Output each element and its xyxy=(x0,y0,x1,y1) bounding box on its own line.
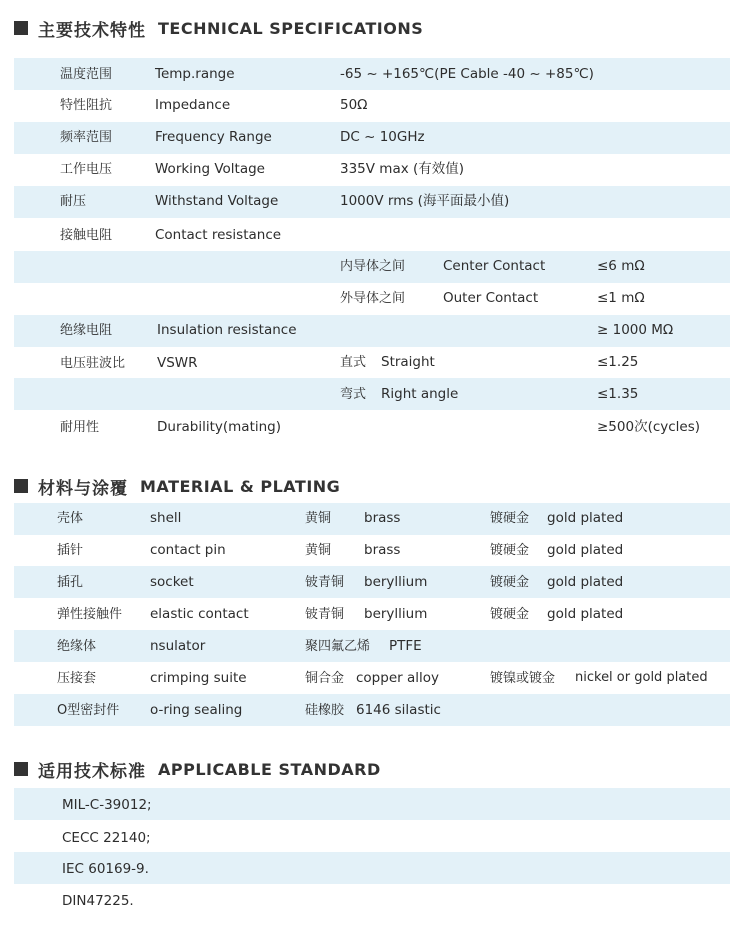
square-bullet-icon xyxy=(14,21,28,35)
material-en: brass xyxy=(364,510,401,526)
spec-sub-label-cn: 直式 xyxy=(340,355,367,370)
standard-item: DIN47225. xyxy=(62,893,134,909)
section-title-cn: 材料与涂覆 xyxy=(38,478,128,499)
spec-label-en: Temp.range xyxy=(155,66,235,82)
section-title-cn: 主要技术特性 xyxy=(38,20,146,41)
spec-label-en: Contact resistance xyxy=(155,227,282,243)
material-cn: 黄铜 xyxy=(305,511,332,526)
plating-cn: 镀硬金 xyxy=(490,543,530,558)
material-en: brass xyxy=(364,542,401,558)
plating-cn: 镀硬金 xyxy=(490,575,530,590)
row-band xyxy=(14,630,730,662)
spec-label-en: Insulation resistance xyxy=(157,322,297,338)
spec-label-cn: 绝缘电阻 xyxy=(60,323,113,338)
spec-value: ≥ 1000 MΩ xyxy=(597,322,674,338)
standard-item: MIL-C-39012; xyxy=(62,797,152,813)
spec-sub-label-en: Outer Contact xyxy=(443,290,539,306)
spec-value: DC ~ 10GHz xyxy=(340,129,425,145)
part-name-en: elastic contact xyxy=(150,606,249,622)
plating-en: nickel or gold plated xyxy=(575,670,708,685)
material-en: beryllium xyxy=(364,606,428,622)
square-bullet-icon xyxy=(14,479,28,493)
spec-label-en: Frequency Range xyxy=(155,129,272,145)
spec-sub-label-en: Right angle xyxy=(381,386,459,402)
spec-sub-label-en: Straight xyxy=(381,354,435,370)
part-name-en: shell xyxy=(150,510,182,526)
plating-en: gold plated xyxy=(547,606,624,622)
material-cn: 铍青铜 xyxy=(305,575,345,590)
section-title-cn: 适用技术标准 xyxy=(38,761,146,782)
part-name-en: contact pin xyxy=(150,542,226,558)
spec-label-cn: 频率范围 xyxy=(60,130,113,145)
spec-label-cn: 温度范围 xyxy=(60,67,113,82)
part-name-en: socket xyxy=(150,574,194,590)
spec-label-en: Durability(mating) xyxy=(157,419,282,435)
part-name-cn: 插针 xyxy=(57,543,84,558)
standard-item: IEC 60169-9. xyxy=(62,861,149,877)
material-en: 6146 silastic xyxy=(356,702,441,718)
part-name-cn: O型密封件 xyxy=(57,703,120,718)
part-name-cn: 压接套 xyxy=(57,671,97,686)
material-cn: 聚四氟乙烯 xyxy=(305,639,371,654)
spec-label-en: Withstand Voltage xyxy=(155,193,279,209)
material-en: beryllium xyxy=(364,574,428,590)
section-title-en: APPLICABLE STANDARD xyxy=(158,759,381,779)
part-name-cn: 绝缘体 xyxy=(57,639,97,654)
spec-value: -65 ~ +165℃(PE Cable -40 ~ +85℃) xyxy=(340,66,594,82)
spec-sub-label-cn: 弯式 xyxy=(340,387,367,402)
part-name-en: crimping suite xyxy=(150,670,247,686)
plating-cn: 镀硬金 xyxy=(490,607,530,622)
section-title-en: TECHNICAL SPECIFICATIONS xyxy=(158,18,424,38)
plating-cn: 镀镍或镀金 xyxy=(490,671,556,686)
spec-value: 1000V rms (海平面最小值) xyxy=(340,193,510,209)
spec-label-en: Working Voltage xyxy=(155,161,265,177)
plating-cn: 镀硬金 xyxy=(490,511,530,526)
spec-sub-label-cn: 内导体之间 xyxy=(340,259,406,274)
material-en: copper alloy xyxy=(356,670,439,686)
material-section-title xyxy=(14,474,340,498)
plating-en: gold plated xyxy=(547,510,624,526)
spec-value: ≥500次(cycles) xyxy=(597,419,701,435)
square-bullet-icon xyxy=(14,762,28,776)
spec-label-cn: 电压驻波比 xyxy=(60,356,126,371)
material-cn: 铜合金 xyxy=(305,671,345,686)
spec-value: 50Ω xyxy=(340,97,368,113)
spec-sub-label-en: Center Contact xyxy=(443,258,546,274)
technical-section-title xyxy=(14,16,423,40)
plating-en: gold plated xyxy=(547,574,624,590)
material-cn: 硅橡胶 xyxy=(305,703,345,718)
part-name-cn: 弹性接触件 xyxy=(57,607,123,622)
spec-value: ≤6 mΩ xyxy=(597,258,645,274)
section-title-en: MATERIAL & PLATING xyxy=(140,476,341,496)
spec-value: ≤1.35 xyxy=(597,386,639,402)
material-en: PTFE xyxy=(389,638,422,654)
spec-label-cn: 接触电阻 xyxy=(60,228,113,243)
part-name-en: o-ring sealing xyxy=(150,702,243,718)
spec-sub-label-cn: 外导体之间 xyxy=(340,291,406,306)
spec-value: ≤1 mΩ xyxy=(597,290,645,306)
spec-value: ≤1.25 xyxy=(597,354,639,370)
spec-label-en: VSWR xyxy=(157,355,198,371)
standard-section-title xyxy=(14,757,381,781)
plating-en: gold plated xyxy=(547,542,624,558)
material-cn: 黄铜 xyxy=(305,543,332,558)
spec-label-cn: 耐压 xyxy=(60,194,87,209)
standard-item: CECC 22140; xyxy=(62,830,151,846)
material-cn: 铍青铜 xyxy=(305,607,345,622)
part-name-cn: 壳体 xyxy=(57,511,84,526)
part-name-cn: 插孔 xyxy=(57,575,84,590)
spec-label-cn: 工作电压 xyxy=(60,162,113,177)
part-name-en: nsulator xyxy=(150,638,206,654)
spec-label-cn: 耐用性 xyxy=(60,420,100,435)
spec-label-en: Impedance xyxy=(155,97,231,113)
spec-value: 335V max (有效值) xyxy=(340,161,465,177)
spec-label-cn: 特性阻抗 xyxy=(60,98,113,113)
